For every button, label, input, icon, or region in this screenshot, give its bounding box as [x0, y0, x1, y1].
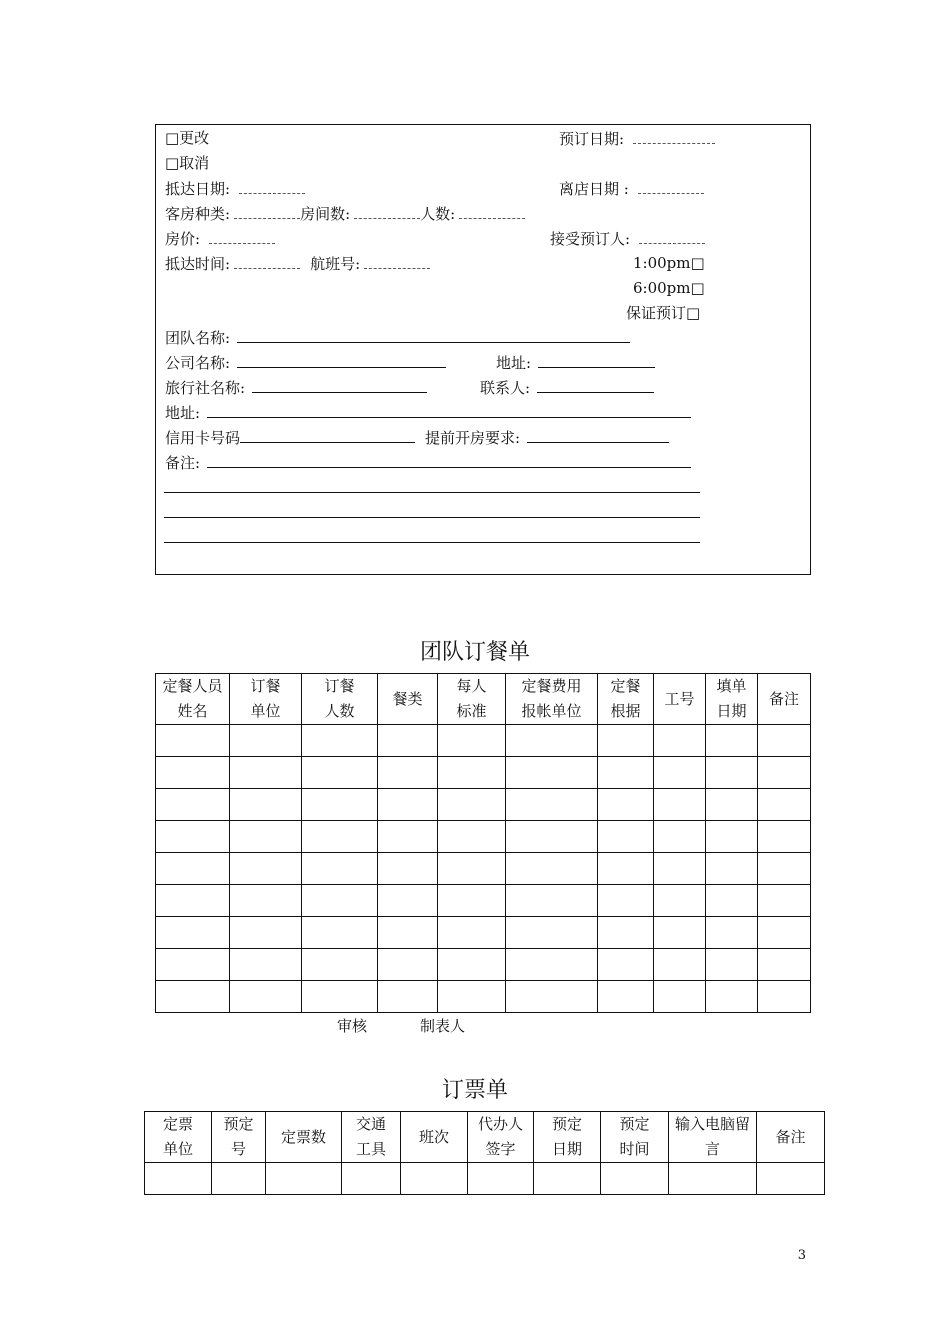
- meal-cell[interactable]: [598, 885, 654, 917]
- ticket-header-cell: [401, 1112, 468, 1163]
- meal-cell[interactable]: [706, 853, 758, 885]
- meal-cell[interactable]: [758, 981, 811, 1013]
- meal-header-cell: [438, 674, 506, 725]
- ticket-cell[interactable]: [212, 1163, 266, 1195]
- meal-cell[interactable]: [230, 885, 302, 917]
- ticket-header-text: 定票数: [280, 1127, 326, 1146]
- meal-cell[interactable]: [506, 789, 598, 821]
- meal-cell[interactable]: [654, 917, 706, 949]
- meal-cell[interactable]: [598, 725, 654, 757]
- meal-header-text: 订餐: [250, 677, 281, 695]
- meal-header-text: 标准: [456, 702, 487, 720]
- contact-label: 联系人:: [480, 379, 531, 397]
- meal-header-text: 订餐: [324, 677, 355, 695]
- contact-field[interactable]: [480, 377, 654, 398]
- meal-cell[interactable]: [706, 885, 758, 917]
- cancel-checkbox[interactable]: □取消: [165, 154, 210, 172]
- meal-cell[interactable]: [506, 853, 598, 885]
- ticket-header-text: 时间: [619, 1140, 650, 1158]
- meal-cell[interactable]: [438, 949, 506, 981]
- meal-cell[interactable]: [506, 981, 598, 1013]
- room-count-label: 房间数:: [300, 205, 351, 223]
- arrival-time-label: 抵达时间:: [165, 255, 231, 273]
- meal-cell[interactable]: [706, 821, 758, 853]
- meal-header-cell: [706, 674, 758, 725]
- meal-row: [156, 917, 811, 949]
- meal-cell[interactable]: [758, 853, 811, 885]
- meal-cell[interactable]: [302, 853, 378, 885]
- meal-order-table: [155, 673, 811, 1013]
- ticket-header-text: 工具: [355, 1140, 386, 1158]
- ticket-header-text: 言: [704, 1140, 720, 1158]
- room-rate-blank[interactable]: [209, 228, 275, 244]
- ticket-header-text: 代办人: [477, 1115, 523, 1133]
- meal-cell[interactable]: [654, 725, 706, 757]
- meal-cell[interactable]: [598, 821, 654, 853]
- ticket-cell[interactable]: [145, 1163, 212, 1195]
- ticket-header-text: 日期: [551, 1140, 582, 1158]
- meal-cell[interactable]: [758, 789, 811, 821]
- ticket-cell[interactable]: [266, 1163, 342, 1195]
- meal-cell[interactable]: [156, 853, 230, 885]
- arrival-time-field[interactable]: [165, 253, 430, 274]
- contact-blank[interactable]: [537, 377, 654, 393]
- meal-cell[interactable]: [758, 725, 811, 757]
- meal-cell[interactable]: [156, 885, 230, 917]
- flight-no-label: 航班号:: [310, 255, 361, 273]
- ticket-header-cell: [145, 1112, 212, 1163]
- company-address-label: 地址:: [496, 354, 532, 372]
- agency-name-label: 旅行社名称:: [165, 379, 246, 397]
- room-type-label: 客房种类:: [165, 205, 231, 223]
- change-checkbox[interactable]: □更改: [165, 129, 210, 147]
- ticket-header-text: 预定: [551, 1115, 582, 1133]
- meal-cell[interactable]: [758, 821, 811, 853]
- group-name-label: 团队名称:: [165, 329, 231, 347]
- agency-name-blank[interactable]: [252, 377, 427, 393]
- meal-cell[interactable]: [378, 725, 438, 757]
- meal-cell[interactable]: [438, 821, 506, 853]
- meal-cell[interactable]: [438, 725, 506, 757]
- agency-name-field[interactable]: [165, 377, 427, 398]
- guaranteed-checkbox[interactable]: 保证预订□: [626, 304, 701, 322]
- meal-cell[interactable]: [438, 981, 506, 1013]
- meal-row: [156, 725, 811, 757]
- meal-header-row: [156, 674, 811, 725]
- ticket-header-text: 预定: [619, 1115, 650, 1133]
- meal-cell[interactable]: [378, 949, 438, 981]
- meal-header-cell: [230, 674, 302, 725]
- ticket-cell[interactable]: [401, 1163, 468, 1195]
- meal-cell[interactable]: [230, 917, 302, 949]
- ticket-header-text: 签字: [485, 1140, 516, 1158]
- ticket-header-text: 输入电脑留: [674, 1115, 750, 1133]
- meal-header-text: 餐类: [392, 689, 423, 708]
- reviewer-label: 审核: [337, 1017, 368, 1035]
- meal-cell[interactable]: [438, 789, 506, 821]
- meal-header-text: 工号: [664, 689, 695, 708]
- meal-cell[interactable]: [378, 853, 438, 885]
- meal-cell[interactable]: [230, 981, 302, 1013]
- meal-header-cell: [302, 674, 378, 725]
- address-field[interactable]: [165, 402, 691, 423]
- guest-count-label: 人数:: [420, 205, 456, 223]
- meal-header-cell: [156, 674, 230, 725]
- meal-cell[interactable]: [378, 885, 438, 917]
- arrival-date-blank[interactable]: [239, 178, 305, 194]
- departure-date-label: 离店日期 :: [559, 180, 629, 198]
- ticket-header-cell: [342, 1112, 401, 1163]
- meal-cell[interactable]: [302, 917, 378, 949]
- ticket-header-cell: [266, 1112, 342, 1163]
- meal-header-text: 报帐单位: [521, 702, 582, 720]
- meal-header-cell: [758, 674, 811, 725]
- meal-cell[interactable]: [230, 853, 302, 885]
- meal-header-text: 定餐: [610, 677, 641, 695]
- group-name-blank[interactable]: [237, 327, 630, 343]
- meal-header-text: 人数: [324, 702, 355, 720]
- ticket-header-text: 号: [230, 1140, 246, 1158]
- meal-row: [156, 853, 811, 885]
- ticket-order-table: [144, 1111, 825, 1195]
- meal-cell[interactable]: [438, 757, 506, 789]
- meal-header-text: 定餐人员: [162, 677, 223, 695]
- ticket-header-text: 单位: [162, 1140, 193, 1158]
- ticket-cell[interactable]: [342, 1163, 401, 1195]
- meal-cell[interactable]: [758, 757, 811, 789]
- meal-cell[interactable]: [506, 917, 598, 949]
- credit-card-blank[interactable]: [240, 427, 415, 443]
- ticket-cell[interactable]: [601, 1163, 669, 1195]
- meal-cell[interactable]: [230, 725, 302, 757]
- meal-cell[interactable]: [706, 757, 758, 789]
- early-checkin-blank[interactable]: [527, 427, 669, 443]
- address-blank[interactable]: [207, 402, 691, 418]
- accepted-by-blank[interactable]: [639, 228, 705, 244]
- ticket-cell[interactable]: [757, 1163, 825, 1195]
- meal-cell[interactable]: [230, 789, 302, 821]
- meal-cell[interactable]: [758, 885, 811, 917]
- meal-cell[interactable]: [438, 885, 506, 917]
- meal-cell[interactable]: [506, 821, 598, 853]
- ticket-header-text: 预定: [223, 1115, 254, 1133]
- accepted-by-label: 接受预订人:: [550, 230, 631, 248]
- preparer-label: 制表人: [420, 1017, 466, 1035]
- meal-cell[interactable]: [506, 885, 598, 917]
- page-number: 3: [797, 1248, 806, 1263]
- meal-cell[interactable]: [758, 949, 811, 981]
- booking-date-field[interactable]: [559, 128, 715, 149]
- arrival-date-field[interactable]: [165, 178, 305, 199]
- meal-cell[interactable]: [156, 789, 230, 821]
- meal-cell[interactable]: [302, 885, 378, 917]
- ticket-header-row: [145, 1112, 825, 1163]
- meal-header-text: 每人: [456, 677, 487, 695]
- meal-header-cell: [506, 674, 598, 725]
- ticket-header-cell: [468, 1112, 534, 1163]
- address-label: 地址:: [165, 404, 201, 422]
- meal-cell[interactable]: [706, 789, 758, 821]
- meal-header-text: 姓名: [177, 702, 208, 720]
- credit-card-field[interactable]: [165, 427, 669, 448]
- time-1pm-checkbox[interactable]: 1:00pm□: [633, 254, 705, 272]
- meal-cell[interactable]: [706, 725, 758, 757]
- meal-cell[interactable]: [156, 949, 230, 981]
- group-name-field[interactable]: [165, 327, 630, 348]
- meal-cell[interactable]: [156, 821, 230, 853]
- meal-cell[interactable]: [302, 949, 378, 981]
- meal-cell[interactable]: [378, 757, 438, 789]
- room-count-blank[interactable]: [354, 203, 420, 219]
- ticket-header-text: 交通: [355, 1115, 386, 1133]
- meal-cell[interactable]: [156, 917, 230, 949]
- remarks-label: 备注:: [165, 454, 201, 472]
- meal-cell[interactable]: [598, 949, 654, 981]
- departure-date-blank[interactable]: [638, 178, 704, 194]
- meal-header-text: 单位: [250, 702, 281, 720]
- meal-cell[interactable]: [654, 853, 706, 885]
- ticket-form-title: 订票单: [441, 1078, 508, 1103]
- time-6pm-checkbox[interactable]: 6:00pm□: [633, 279, 705, 297]
- meal-cell[interactable]: [230, 949, 302, 981]
- company-address-field[interactable]: [496, 352, 655, 373]
- meal-cell[interactable]: [156, 981, 230, 1013]
- meal-cell[interactable]: [598, 917, 654, 949]
- meal-header-cell: [654, 674, 706, 725]
- meal-cell[interactable]: [302, 789, 378, 821]
- guest-count-blank[interactable]: [459, 203, 525, 219]
- accepted-by-field[interactable]: [550, 228, 705, 249]
- meal-row: [156, 789, 811, 821]
- ticket-cell[interactable]: [669, 1163, 757, 1195]
- remarks-line-4[interactable]: [164, 542, 700, 543]
- meal-cell[interactable]: [156, 725, 230, 757]
- company-name-blank[interactable]: [237, 352, 446, 368]
- arrival-time-blank[interactable]: [234, 253, 300, 269]
- meal-cell[interactable]: [598, 789, 654, 821]
- ticket-header-cell: [601, 1112, 669, 1163]
- meal-header-cell: [378, 674, 438, 725]
- credit-card-label: 信用卡号码: [165, 429, 241, 447]
- meal-cell[interactable]: [378, 789, 438, 821]
- meal-cell[interactable]: [654, 821, 706, 853]
- meal-cell[interactable]: [706, 949, 758, 981]
- meal-cell[interactable]: [302, 981, 378, 1013]
- meal-cell[interactable]: [302, 725, 378, 757]
- company-address-blank[interactable]: [538, 352, 655, 368]
- ticket-header-cell: [212, 1112, 266, 1163]
- meal-row: [156, 949, 811, 981]
- meal-row: [156, 821, 811, 853]
- remarks-line-3[interactable]: [164, 517, 700, 518]
- room-rate-field[interactable]: [165, 228, 275, 249]
- company-name-label: 公司名称:: [165, 354, 231, 372]
- arrival-date-label: 抵达日期:: [165, 180, 231, 198]
- meal-cell[interactable]: [302, 821, 378, 853]
- meal-header-cell: [598, 674, 654, 725]
- ticket-header-cell: [757, 1112, 825, 1163]
- remarks-field[interactable]: [165, 452, 691, 473]
- room-rate-label: 房价:: [165, 230, 201, 248]
- ticket-cell[interactable]: [534, 1163, 601, 1195]
- meal-header-text: 根据: [610, 702, 641, 720]
- room-type-blank[interactable]: [234, 203, 300, 219]
- departure-date-field[interactable]: [559, 178, 704, 199]
- meal-cell[interactable]: [758, 917, 811, 949]
- meal-cell[interactable]: [302, 757, 378, 789]
- ticket-row: [145, 1163, 825, 1195]
- ticket-header-text: 定票: [162, 1115, 193, 1133]
- meal-cell[interactable]: [654, 789, 706, 821]
- ticket-cell[interactable]: [468, 1163, 534, 1195]
- ticket-header-text: 班次: [418, 1127, 449, 1146]
- company-name-field[interactable]: [165, 352, 446, 373]
- meal-header-text: 定餐费用: [521, 677, 582, 695]
- meal-cell[interactable]: [378, 981, 438, 1013]
- meal-cell[interactable]: [230, 821, 302, 853]
- meal-cell[interactable]: [598, 981, 654, 1013]
- meal-header-text: 日期: [716, 702, 747, 720]
- remarks-blank[interactable]: [207, 452, 691, 468]
- ticket-header-cell: [534, 1112, 601, 1163]
- meal-cell[interactable]: [230, 757, 302, 789]
- meal-header-text: 备注: [768, 689, 799, 708]
- meal-row: [156, 885, 811, 917]
- room-info-field[interactable]: [165, 203, 525, 224]
- meal-cell[interactable]: [598, 853, 654, 885]
- meal-cell[interactable]: [378, 917, 438, 949]
- meal-cell[interactable]: [654, 885, 706, 917]
- ticket-header-text: 备注: [775, 1127, 806, 1146]
- remarks-line-2[interactable]: [164, 492, 700, 493]
- meal-cell[interactable]: [598, 757, 654, 789]
- meal-cell[interactable]: [706, 981, 758, 1013]
- meal-cell[interactable]: [438, 853, 506, 885]
- meal-cell[interactable]: [156, 757, 230, 789]
- meal-cell[interactable]: [654, 757, 706, 789]
- meal-row: [156, 981, 811, 1013]
- booking-date-label: 预订日期:: [559, 130, 625, 148]
- meal-cell[interactable]: [378, 821, 438, 853]
- meal-cell[interactable]: [706, 917, 758, 949]
- meal-cell[interactable]: [438, 917, 506, 949]
- meal-header-text: 填单: [716, 677, 747, 695]
- meal-form-title: 团队订餐单: [419, 640, 530, 665]
- booking-date-blank[interactable]: [633, 128, 715, 144]
- meal-cell[interactable]: [654, 949, 706, 981]
- meal-cell[interactable]: [506, 725, 598, 757]
- flight-no-blank[interactable]: [364, 253, 430, 269]
- meal-cell[interactable]: [654, 981, 706, 1013]
- meal-row: [156, 757, 811, 789]
- meal-cell[interactable]: [506, 949, 598, 981]
- meal-cell[interactable]: [506, 757, 598, 789]
- ticket-header-cell: [669, 1112, 757, 1163]
- early-checkin-label: 提前开房要求:: [425, 429, 521, 447]
